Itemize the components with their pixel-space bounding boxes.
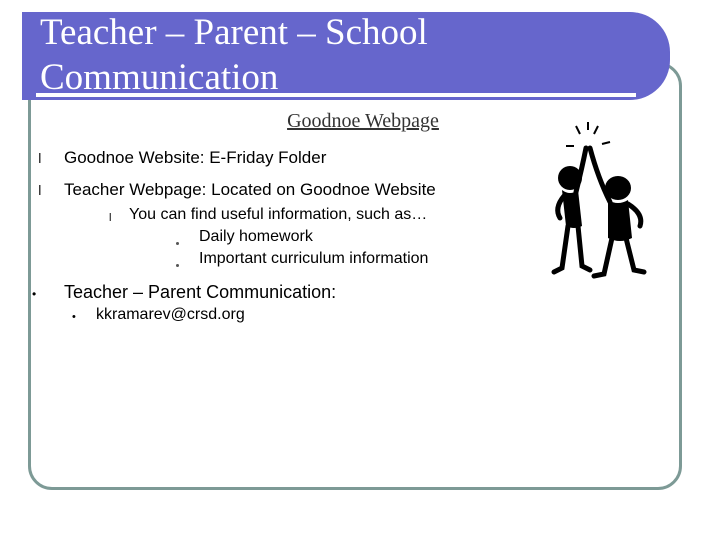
bullet-icon: • [72, 311, 76, 323]
title-line-2: Communication [40, 57, 279, 98]
subtitle-link[interactable]: Goodnoe Webpage [287, 110, 439, 132]
list-item-homework: Daily homework [199, 228, 313, 245]
high-five-clipart-icon [548, 118, 658, 288]
list-item-website: Goodnoe Website: E-Friday Folder [64, 148, 327, 167]
list-item-curriculum: Important curriculum information [199, 250, 429, 267]
sub-bullet-icon [176, 242, 179, 245]
bullet-icon: l [38, 184, 42, 199]
sub-bullet-icon [176, 264, 179, 267]
title-line-1: Teacher – Parent – School [40, 12, 428, 53]
bullet-icon: l [109, 212, 112, 224]
bullet-icon: l [38, 152, 42, 167]
list-item-useful-info: You can find useful information, such as… [129, 206, 428, 223]
list-item-communication: Teacher – Parent Communication: [64, 282, 337, 302]
list-item-teacher-webpage: Teacher Webpage: Located on Goodnoe Website [64, 180, 436, 199]
email-link[interactable]: kkramarev@crsd.org [96, 306, 245, 323]
slide-title [40, 10, 428, 100]
bullet-icon: • [32, 287, 37, 301]
